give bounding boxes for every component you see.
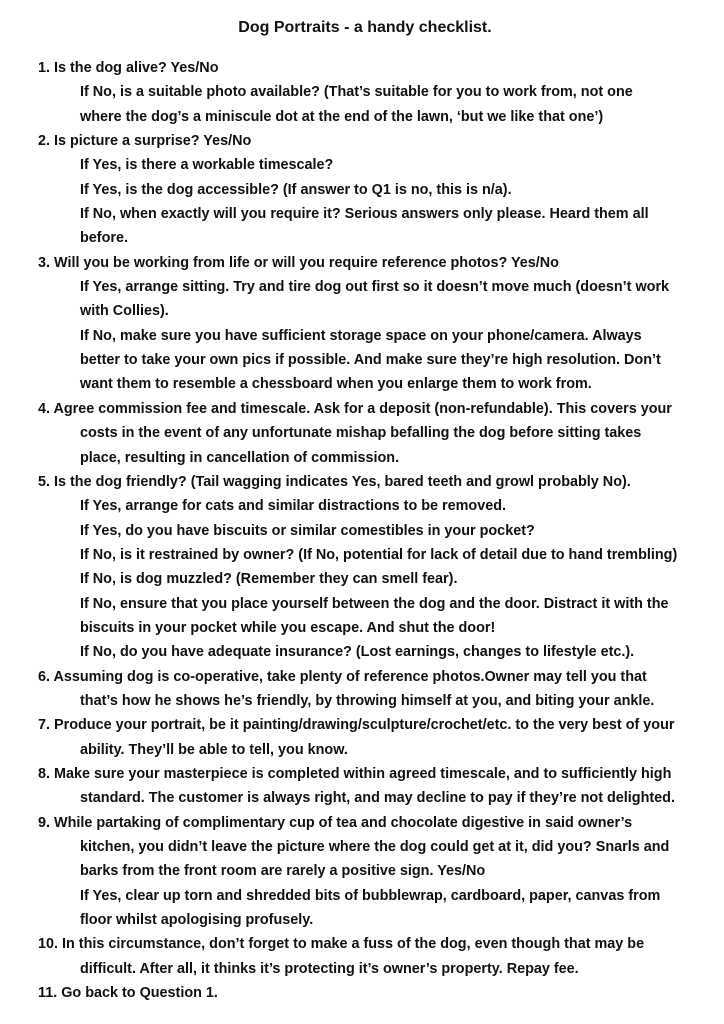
checklist-continuation-line: costs in the event of any unfortunate mishap befalling the dog before sitting takes	[80, 425, 642, 442]
checklist-continuation-line: want them to resemble a chessboard when you enlarge them to work from.	[80, 376, 592, 393]
checklist-continuation-line: ability. They’ll be able to tell, you know.	[80, 741, 348, 758]
checklist-continuation-line: biscuits in your pocket while you escape. And shut the door!	[80, 619, 496, 636]
checklist-continuation-line: floor whilst apologising profusely.	[80, 912, 314, 929]
checklist-item-line: 2. Is picture a surprise? Yes/No	[38, 133, 252, 150]
checklist-continuation-line: place, resulting in cancellation of commission.	[80, 449, 400, 466]
checklist-continuation-line: If Yes, do you have biscuits or similar comestibles in your pocket?	[80, 522, 535, 539]
checklist-continuation-line: If No, is dog muzzled? (Remember they can smell fear).	[80, 571, 458, 588]
checklist-continuation-line: kitchen, you didn’t leave the picture where the dog could get at it, did you? Snarls and	[80, 839, 670, 855]
checklist-continuation-line: If No, make sure you have sufficient storage space on your phone/camera. Always	[80, 327, 642, 344]
checklist-item-line: 7. Produce your portrait, be it painting/drawing/sculpture/crochet/etc. to the very best of your	[38, 717, 675, 734]
checklist-continuation-line: better to take your own pics if possible. And make sure they’re high resolution. Don’t	[80, 352, 661, 369]
checklist-item-line: 11. Go back to Question 1.	[38, 985, 218, 1002]
checklist-continuation-line: If No, ensure that you place yourself between the dog and the door. Distract it with the	[80, 595, 669, 612]
checklist-continuation-line: If Yes, arrange for cats and similar distractions to be removed.	[80, 498, 507, 515]
checklist-item-line: 8. Make sure your masterpiece is completed within agreed timescale, and to sufficiently high	[38, 765, 672, 782]
checklist-continuation-line: standard. The customer is always right, and may decline to pay if they’re not delighted.	[80, 790, 675, 807]
checklist-continuation-line: If No, when exactly will you require it? Serious answers only please. Heard them all	[80, 206, 649, 223]
checklist-item-line: 10. In this circumstance, don’t forget to make a fuss of the dog, even though that may be	[38, 936, 645, 953]
checklist-continuation-line: If Yes, is there a workable timescale?	[80, 157, 334, 174]
checklist-continuation-line: before.	[80, 230, 128, 247]
checklist-item-line: 6. Assuming dog is co-operative, take plenty of reference photos.Owner may tell you that	[38, 668, 647, 685]
document-title: Dog Portraits - a handy checklist.	[238, 19, 492, 36]
checklist-continuation-line: If Yes, arrange sitting. Try and tire dog out first so it doesn’t move much (doesn’t work	[80, 279, 670, 296]
checklist-continuation-line: If No, is a suitable photo available? (That’s suitable for you to work from, not one	[80, 84, 633, 101]
checklist-continuation-line: that’s how he shows he’s friendly, by throwing himself at you, and biting your ankle.	[80, 692, 655, 709]
checklist-continuation-line: difficult. After all, it thinks it’s protecting it’s owner’s property. Repay fee.	[80, 960, 579, 977]
checklist-continuation-line: where the dog’s a miniscule dot at the end of the lawn, ‘but we like that one’)	[80, 108, 604, 125]
checklist-continuation-line: If No, is it restrained by owner? (If No, potential for lack of detail due to hand trembling)	[80, 546, 678, 563]
checklist-continuation-line: If Yes, clear up torn and shredded bits of bubblewrap, cardboard, paper, canvas from	[80, 887, 661, 904]
checklist	[38, 56, 692, 1005]
checklist-item-line: 9. While partaking of complimentary cup of tea and chocolate digestive in said owner’s	[38, 814, 633, 831]
checklist-continuation-line: If No, do you have adequate insurance? (Lost earnings, changes to lifestyle etc.).	[80, 644, 635, 661]
checklist-item-line: 4. Agree commission fee and timescale. Ask for a deposit (non-refundable). This covers your	[38, 400, 672, 417]
checklist-continuation-line: If Yes, is the dog accessible? (If answer to Q1 is no, this is n/a).	[80, 181, 512, 198]
checklist-continuation-line: barks from the front room are rarely a positive sign. Yes/No	[80, 863, 486, 880]
checklist-continuation-line: with Collies).	[80, 303, 169, 320]
checklist-item-line: 1. Is the dog alive? Yes/No	[38, 60, 219, 76]
checklist-item-line: 3. Will you be working from life or will you require reference photos? Yes/No	[38, 254, 559, 271]
checklist-item-line: 5. Is the dog friendly? (Tail wagging indicates Yes, bared teeth and growl probably No).	[38, 473, 631, 490]
